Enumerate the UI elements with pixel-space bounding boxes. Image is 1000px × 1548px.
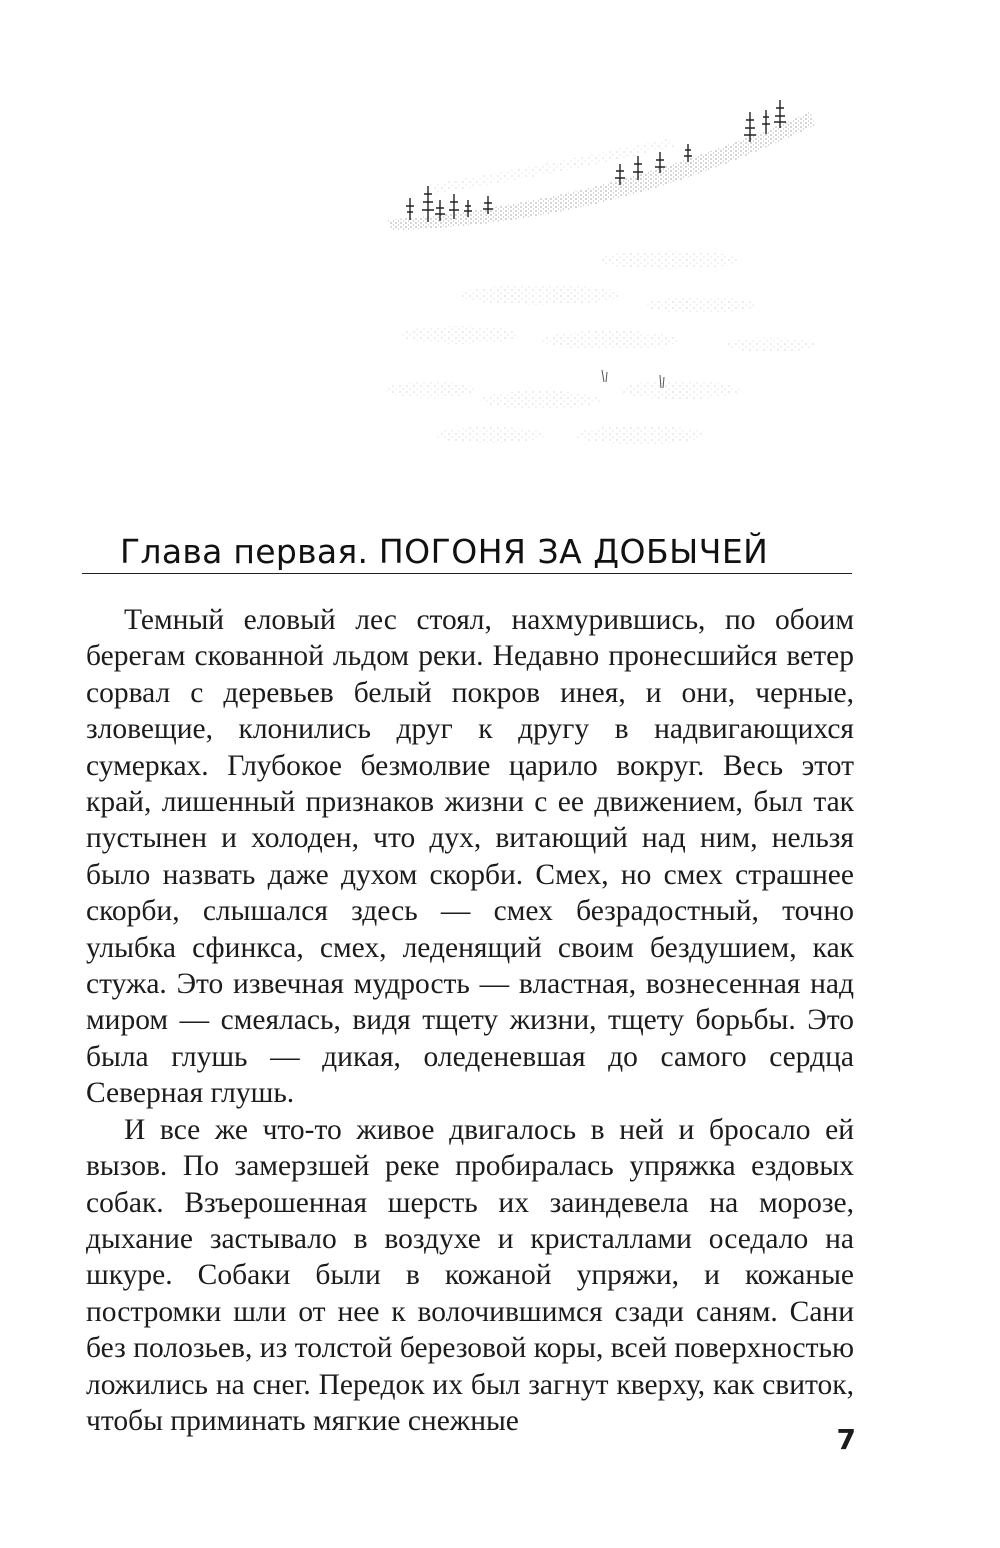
chapter-rule <box>82 573 852 574</box>
chapter-title: ПОГОНЯ ЗА ДОБЫЧЕЙ <box>378 532 769 571</box>
distant-forest-ridge <box>388 100 815 230</box>
chapter-heading <box>120 527 820 577</box>
page-number: 7 <box>836 1423 856 1456</box>
body-text <box>86 602 854 1439</box>
paragraph: И все же что-то живое двигалось в ней и бросало ей вызов. По замерзшей реке пробиралась упряжка ездовых собак. Взъерошенная шерсть их заиндевела на морозе, дыхание застывало в воздухе и кристаллами оседало на шкуре. Собаки были в кожаной упряжи, и кожаные постромки шли от нее к волочившимся сзади саням. Сани без полозьев, из толстой березовой коры, всей поверхностью ложились на снег. Передок их был загнут кверху, как свиток, чтобы приминать мягкие снежные <box>86 1113 854 1437</box>
snowy-landscape-illustration <box>370 90 850 470</box>
paragraph: Темный еловый лес стоял, нахмурившись, по обоим берегам скованной льдом реки. Недавно пронесшийся ветер сорвал с деревьев белый покров инея, и они, черные, зловещие, клонились друг к другу в надвигающихся сумерках. Глубокое безмолвие царило вокруг. Весь этот край, лишенный признаков жизни с ее движением, был так пустынен и холоден, что дух, витающий над ним, нельзя было назвать даже духом скорби. Смех, но смех страшнее скорби, слышался здесь — смех безрадостный, точно улыбка сфинкса, смех, леденящий своим бездушием, как стужа. Это извечная мудрость — властная, вознесенная над миром — смеялась, видя тщету жизни, тщету борьбы. Это была глушь — дикая, оледеневшая до самого сердца Северная глушь. <box>86 604 854 1110</box>
chapter-label: Глава первая. <box>120 532 369 571</box>
snow-field-tracks <box>385 251 815 444</box>
